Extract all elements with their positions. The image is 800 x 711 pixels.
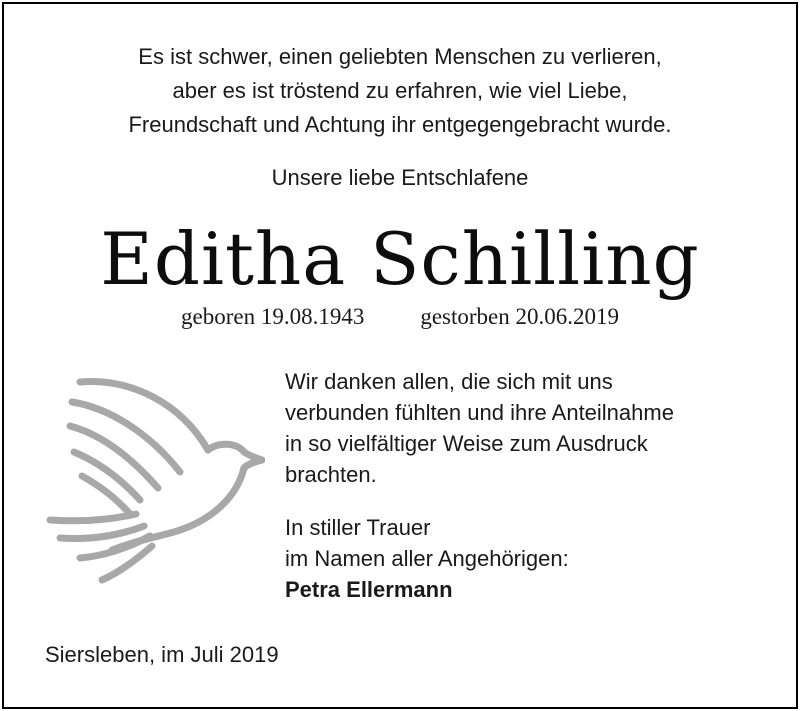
mourning-line: im Namen aller Angehörigen: (285, 546, 569, 571)
deceased-name: Editha Schilling (100, 217, 700, 301)
thanks-line: in so vielfältiger Weise zum Ausdruck (285, 431, 648, 456)
intro-quote (0, 40, 800, 142)
mourning-line: In stiller Trauer (285, 515, 431, 540)
intro-line: aber es ist tröstend zu erfahren, wie viel Liebe, (172, 78, 628, 103)
intro-line: Es ist schwer, einen geliebten Menschen zu verlieren, (138, 44, 662, 69)
intro-line: Freundschaft und Achtung ihr entgegengebracht wurde. (128, 112, 672, 137)
death-date: gestorben 20.06.2019 (420, 304, 619, 329)
signer-name: Petra Ellermann (285, 577, 453, 602)
thanks-line: Wir danken allen, die sich mit uns (285, 369, 613, 394)
thanks-line: verbunden fühlten und ihre Anteilnahme (285, 400, 674, 425)
thanks-text (285, 366, 765, 490)
life-dates (0, 302, 800, 332)
mourning-block (285, 512, 765, 605)
dove-icon (40, 372, 265, 594)
subtitle: Unsere liebe Entschlafene (271, 165, 529, 190)
birth-date: geboren 19.08.1943 (181, 304, 365, 329)
thanks-line: brachten. (285, 462, 377, 487)
place-date: Siersleben, im Juli 2019 (45, 642, 279, 667)
